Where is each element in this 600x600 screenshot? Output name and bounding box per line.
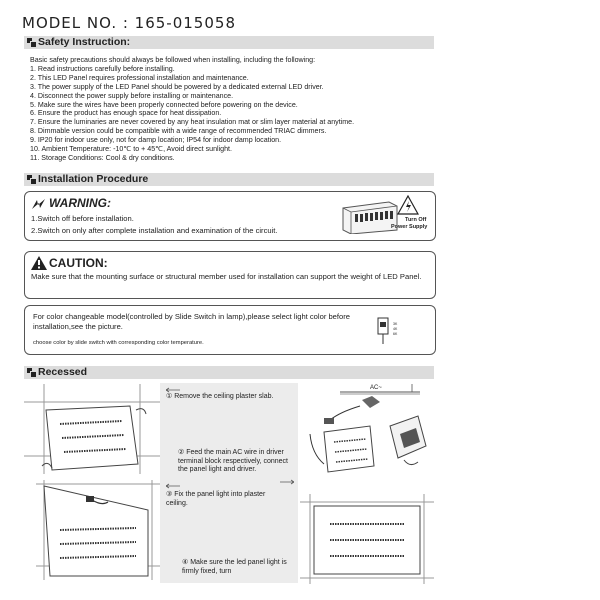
recessed-title: Recessed [38,366,88,378]
remove-slab-illustration [24,384,160,474]
step-1-text: ① Remove the ceiling plaster slab. [166,393,274,400]
lightning-icon [31,198,47,210]
wiring-illustration [300,384,434,490]
caution-text: Make sure that the mounting surface or structural member used for installation can support the weight of LED Panel. [31,272,422,281]
safety-line: 6. Ensure the product has enough space for heat dissipation. [30,109,222,118]
color-switch-text: For color changeable model(controlled by Slide Switch in lamp),please select light color before installation,see the picture. [33,312,350,331]
warning-line: 2.Switch on only after complete installation and examination of the circuit. [31,226,278,235]
safety-line: 1. Read instructions carefully before installing. [30,64,175,73]
safety-line: 9. IP20 for indoor use only, not for damp location; IP54 for indoor damp location. [30,136,282,145]
safety-line: 10. Ambient Temperature: -10℃ to + 45℃, Avoid direct sunlight. [30,145,232,154]
arrow-right-icon [280,479,294,485]
safety-line: 7. Ensure the luminaries are never covered by any heat insulation mat or slim layer material at anytime. [30,118,355,127]
switch-label-3k: 3K [393,322,398,326]
switch-label-4k: 4K [393,327,398,331]
power-supply-label: Power Supply [391,224,428,230]
warning-box [24,191,436,241]
caution-box [24,251,436,299]
arrow-left-icon [166,483,180,489]
steps-panel [160,383,298,583]
color-switch-box [24,305,436,355]
safety-line: 11. Storage Conditions: Cool & dry conditions. [30,153,175,162]
installation-title: Installation Procedure [38,173,149,185]
model-number: MODEL NO. : 165-015058 [22,14,236,32]
safety-line: Basic safety precautions should always be followed when installing, including the following: [30,56,316,64]
safety-line: 3. The power supply of the LED Panel should be powered by a dedicated external LED driver. [30,82,324,91]
step-3-text: ③ Fix the panel light into plaster ceiling. [166,491,266,507]
fixed-panel-illustration [300,494,434,584]
installation-section-header [24,173,434,186]
fix-panel-illustration [36,480,162,580]
safety-line: 8. Dimmable version could be compatible with a wide range of recommended TRIAC dimmers. [30,127,327,136]
section-square-icon [27,368,35,376]
step-2-text: ② Feed the main AC wire in driver terminal block respectively, connect the panel light and driver. [178,449,288,473]
warning-triangle-icon [31,256,47,270]
warning-line: 1.Switch off before installation. [31,214,134,223]
section-square-icon [27,38,35,46]
step-4-text: ④ Make sure the led panel light is firmly fixed, turn [182,559,287,575]
ac-label: AC~ [370,385,382,391]
safety-line: 5. Make sure the wires have been properly connected before powering on the device. [30,100,298,109]
safety-section-header [24,36,434,49]
safety-line: 2. This LED Panel requires professional installation and maintenance. [30,73,249,82]
recessed-section-header [24,366,434,379]
high-voltage-icon [397,195,419,215]
color-switch-note: choose color by slide switch with corresponding color temperature. [33,340,204,346]
switch-label-6k: 6K [393,332,398,336]
safety-title: Safety Instruction: [38,36,131,48]
safety-instructions [30,56,430,163]
slide-switch-icon [375,316,391,346]
safety-line: 4. Disconnect the power supply before installing or maintenance. [30,91,234,100]
turn-off-label: Turn Off [405,217,427,223]
section-square-icon [27,175,35,183]
caution-title: CAUTION: [49,256,108,270]
warning-title: WARNING: [49,196,111,210]
